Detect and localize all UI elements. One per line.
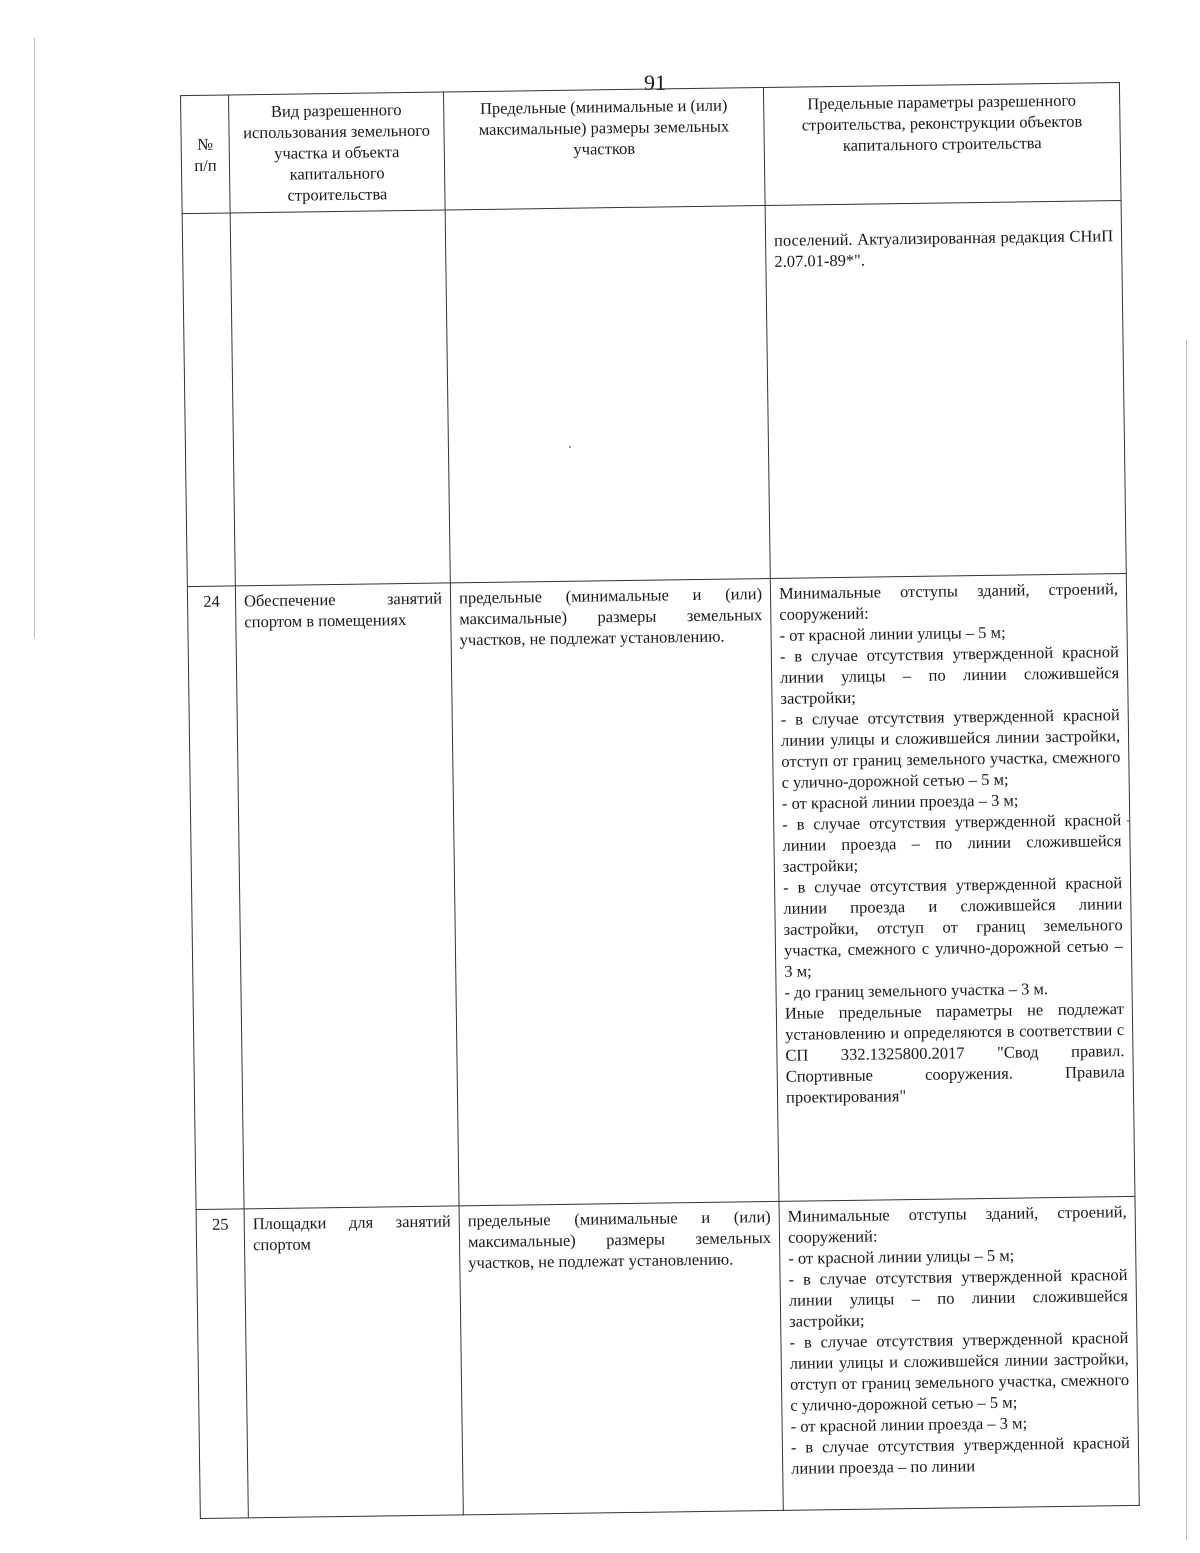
- cell-kind: [230, 210, 450, 586]
- params-line: - от красной линии проезда – 3 м;: [790, 1413, 1028, 1436]
- table-row-continuation: [182, 201, 1126, 587]
- cell-num: [182, 213, 235, 587]
- table-row: [196, 1196, 1139, 1518]
- cell-num: 24: [187, 586, 244, 1210]
- params-line: Минимальные отступы зданий, строений, сооружений:: [778, 579, 1119, 624]
- params-line: - от красной линии улицы – 5 м;: [788, 1245, 1015, 1268]
- cell-params-continuation: поселений. Актуализированная редакция СНиП 2.07.01-89*".: [765, 201, 1126, 579]
- cell-kind: Обеспечение занятий спортом в помещениях: [235, 583, 459, 1209]
- params-line: - в случае отсутствия утвержденной красной линии улицы – по линии сложившейся застройки;: [788, 1265, 1128, 1331]
- cell-params: [779, 1196, 1139, 1510]
- params-line: - в случае отсутствия утвержденной красной линии проезда – по линии: [790, 1433, 1131, 1478]
- params-line: - от красной линии улицы – 5 м;: [779, 622, 1006, 645]
- params-line: - от красной линии проезда – 3 м;: [781, 790, 1019, 813]
- scan-left-edge: [34, 38, 35, 638]
- cell-size: предельные (минимальные и (или) максимальные) размеры земельных участков, не подлежат установлению.: [459, 1201, 783, 1514]
- table-header-row: [181, 83, 1122, 214]
- table-row: [187, 573, 1135, 1209]
- params-line: - в случае отсутствия утвержденной красной линии проезда – по линии сложившейся застройки;: [782, 810, 1122, 876]
- header-params: Предельные параметры разрешенного строительства, реконструкции объектов капитального строительства: [763, 83, 1121, 206]
- cell-num: 25: [196, 1209, 248, 1519]
- params-line: - в случае отсутствия утвержденной красной линии улицы – по линии сложившейся застройки;: [779, 642, 1120, 708]
- params-line: - до границ земельного участка – 3 м.: [784, 979, 1049, 1002]
- scan-right-edge: [1186, 340, 1187, 1540]
- page-number: 91: [644, 70, 666, 95]
- cell-params: [770, 573, 1135, 1201]
- header-num: № п/п: [181, 95, 231, 214]
- params-line: - в случае отсутствия утвержденной красной линии улицы и сложившейся линии застройки, отступ от границ земельного участка, смежного с улично-дорожной сетью – 5 м;: [780, 705, 1121, 792]
- document-sheet: [120, 82, 1160, 1546]
- params-line: - в случае отсутствия утвержденной красной линии улицы и сложившейся линии застройки, отступ от границ земельного участка, смежного с улично-дорожной сетью – 5 м;: [789, 1328, 1130, 1415]
- cell-size: [445, 206, 770, 583]
- params-line: - в случае отсутствия утвержденной красной линии проезда и сложившейся линии застройки, отступ от границ земельного участка, смежного с улично-дорожной сетью – 3 м;: [782, 873, 1124, 981]
- params-line: Минимальные отступы зданий, строений, сооружений:: [787, 1202, 1127, 1247]
- regulations-table: [180, 82, 1140, 1519]
- params-line: Иные предельные параметры не подлежат установлению и определяются в соответствии с СП 332.1325800.2017 "Свод правил. Спортивные сооружения. Правила проектирования": [784, 999, 1125, 1107]
- cell-size: предельные (минимальные и (или) максимальные) размеры земельных участков, не подлежат установлению.: [450, 578, 779, 1205]
- header-size: Предельные (минимальные и (или) максимальные) размеры земельных участков: [443, 88, 765, 210]
- header-kind: Вид разрешенного использования земельного участка и объекта капитального строительства: [228, 92, 445, 213]
- cell-kind: Площадки для занятий спортом: [244, 1206, 463, 1518]
